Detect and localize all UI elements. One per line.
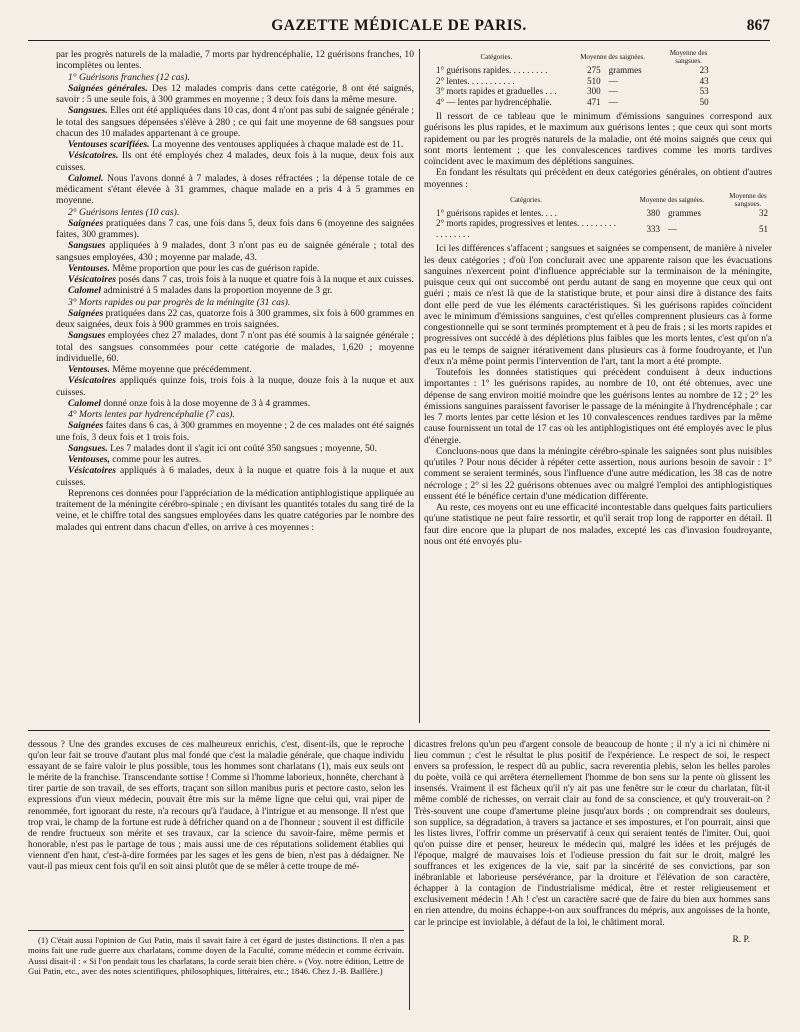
paragraph-text: posés dans 7 cas, trois fois à la nuque et quatre fois à la nuque et aux cuisses. (115, 274, 414, 285)
feuilleton-left-column (28, 740, 404, 926)
right-column-text-1 (424, 111, 772, 190)
paragraph (56, 139, 414, 150)
left-column-body (56, 49, 414, 533)
paragraph-keyword: Vésicatoires (68, 274, 116, 285)
paragraph-text: Même proportion que pour les cas de guérison rapide. (109, 262, 320, 274)
table-row (432, 208, 772, 219)
bleeding-average: 471 (587, 96, 601, 107)
paragraph-text: par les progrès naturels de la maladie, 7 morts par hydrencéphalie, 12 guérisons franches, 10 incomplètes ou lentes. (56, 49, 414, 72)
paragraph-text: comme pour les autres. (109, 454, 202, 465)
paragraph (28, 740, 404, 873)
paragraph (56, 454, 414, 465)
row-label: 2° lentes. . . . . . . . . . . (436, 75, 515, 86)
row-label: 2° morts rapides, progressives et lentes. . . . . . . . . . . . . . . . . (436, 218, 616, 239)
paragraph (56, 308, 414, 331)
paragraph-keyword: Vésicatoires (68, 465, 116, 477)
paragraph-text: Au reste, ces moyens ont eu une efficacité incontestable dans quelques faits particuliers qu'une statistique ne peut faire ressortir, et qu'il serait trop long de rapporter en détail. Il faut dire encore que la plupart de nos malades, excepté les cas d'invasion foudroyante, nous ont été envoyés plu- (424, 502, 772, 547)
unit-cell: — (608, 86, 618, 96)
paragraph (56, 263, 414, 274)
paragraph (56, 398, 414, 409)
paragraph (56, 364, 414, 375)
table-header-cell: Moyenne des sangsues. (669, 49, 708, 65)
paragraph (56, 105, 414, 139)
paragraph (56, 465, 414, 488)
table-header-cell: Moyenne des saignées. (580, 53, 645, 61)
table-body (432, 65, 713, 107)
averages-table-1 (432, 49, 713, 107)
unit-cell: grammes (608, 65, 642, 75)
paragraph-text: pratiquées dans 22 cas, quatorze fois à 300 grammes, six fois à 600 grammes en deux saignées, deux fois à 900 grammes en trois saignées. (56, 307, 414, 330)
paragraph-text: Même moyenne que précédemment. (109, 364, 252, 375)
row-label: 3° morts rapides et graduelles . . . (436, 86, 557, 96)
paragraph-text: En fondant les résultats qui précèdent en deux catégories générales, on obtient d'autres moyennes : (424, 167, 772, 190)
paragraph-text: dicastres frelons qu'un peu d'argent console de beaucoup de honte ; il n'y a ici ni chimère ni lieu commun ; c'est le résultat le plus positif de l'expérience. Le respect de soi, le respect envers sa profession, le respect dû au public, sacra reverentia plebis, selon les belles paroles du poète, voilà ce qui arrêtera éternellement l'homme de bon sens sur la pente où glissent les insensés. Vraiment il est fâcheux qu'il n'y ait pas une fenêtre sur le cœur du charlatan, fût-il même comblé de richesses, on verrait clair au fond de sa conscience, et qu'y trouverait-on ? Très-souvent une coupe d'amertume pleine jusqu'aux bords ; on comprendrait ses douleurs, son supplice, sa dégradation, à travers sa jactance et ses impostures, et l'on pourrait, ainsi que les listes livres, l'offrir comme un préservatif à ceux qui seraient tentés de l'imiter. Oui, quoi qu'on puisse dire et penser, heureux le médecin qui, malgré les idées et les préjugés de l'époque, malgré de mauvaises lois et l'odieuse pression du fait sur le droit, malgré les souffrances et les exigences de la vie, sait par la sincérité de ses convictions, par son inébranlable et laborieuse persévérance, par la droiture et l'élévation de son caractère, échapper à la contagion de l'industrialisme médical, être et rester religieusement et exclusivement médecin ! Ah ! c'est un caractère sacré que de faire du bien aux hommes sans en rien attendre, du moins échappe-t-on aux souffrances du mépris, aux angoisses de la honte, car le principe est inviolable, à défaut de la loi, le châtiment moral. (414, 740, 770, 928)
paragraph (56, 443, 414, 454)
paragraph (56, 488, 414, 533)
table-header-row (432, 49, 713, 65)
paragraph-text: La moyenne des ventouses appliquées à chaque malade est de 11. (149, 139, 404, 150)
table-header-cell: Catégories. (510, 195, 542, 204)
table-header-cell: Moyenne des sangsues. (729, 191, 767, 208)
leech-average: 43 (699, 75, 709, 86)
paragraph-keyword: Calomel (68, 285, 102, 297)
row-label: 1° guérisons rapides. . . . . . . . . (436, 65, 548, 75)
journal-title: GAZETTE MÉDICALE DE PARIS. (271, 17, 527, 34)
footnote-text: (1) C'était aussi l'opinion de Gui Patin, mais il savait faire à cet égard de justes distinctions. Il n'en a pas moins fait une rude guerre aux charlatans, comme doyen de la Faculté, comme médecin et comme écrivain. Aussi disait-il : « Si l'on pendait tous les charlatans, la corde serait bien chère. » (Voy. notre édition, Lettre de Gui Patin, etc., avec des notes scientifiques, philosophiques, littéraires, etc.; 1846. Chez J.-B. Baillère.) (28, 935, 404, 976)
paragraph-text: Ils ont été employés chez 4 malades, deux fois à la nuque, deux fois aux cuisses. (56, 150, 414, 173)
paragraph (56, 83, 414, 106)
paragraph (424, 446, 772, 502)
paragraph-keyword: Sangsues (68, 330, 106, 342)
right-column (424, 49, 772, 723)
paragraph-text: Les 7 malades dont il s'agit ici ont coûté 350 sangsues ; moyenne, 50. (107, 442, 377, 454)
feuilleton-column-divider (409, 740, 410, 1010)
paragraph-text: Nous l'avons donné à 7 malades, à doses réfractées ; la dépense totale de ce médicament s'étant élevée à 31 grammes, chaque malade en a pris 4 à 5 grammes en moyenne. (56, 172, 414, 207)
paragraph-keyword: Saignées (68, 307, 104, 319)
unit-cell: — (608, 75, 618, 86)
section-heading: 4° Morts lentes par hydrencéphalie (7 cas). (68, 409, 235, 420)
paragraph-keyword: Calomel. (68, 172, 104, 184)
paragraph (56, 218, 414, 241)
paragraph (56, 240, 414, 263)
feuilleton-left-body (28, 740, 404, 873)
leech-average: 23 (699, 65, 709, 75)
leech-average: 51 (759, 223, 768, 234)
paragraph (56, 49, 414, 72)
paragraph-keyword: Saignées (68, 420, 104, 432)
unit-cell: grammes (668, 207, 701, 218)
paragraph-keyword: Saignées (68, 217, 104, 229)
feuilleton-right-body (414, 740, 770, 929)
paragraph-keyword: Sangsues (68, 240, 106, 252)
leech-average: 50 (699, 96, 709, 107)
paragraph (424, 111, 772, 167)
paragraph-text: administré à 5 malades dans la proportion moyenne de 3 gr. (101, 285, 333, 297)
bleeding-average: 275 (587, 65, 601, 75)
paragraph-text: appliqués quinze fois, trois fois à la nuque, douze fois à la nuque et aux cuisses. (56, 375, 414, 398)
paragraph-text: Ici les différences s'affacent ; sangsues et saignées se compensent, de manière à niveler les deux catégories ; d'où l'on conclurait avec une apparente raison que les évacuations sanguines n'exercent point d'influence appréciable sur la terminaison de la méningite, puisque ceux qui ont succombé ont perdu autant de sang en moyenne que ceux qui ont guéri ; mais ce n'est là que de la statistique brute, et pour ainsi dire à distance des faits dont elle perd de vue les éléments caractéristiques. Si les guérisons rapides coïncident avec le minimum d'émissions sanguines, c'est qu'elles comprennent plusieurs cas à forme congestionnelle qui se sont terminés promptement et à peu de frais ; si les morts rapides et progressives ont succédé à des déplétions plus faibles que les morts lentes, c'est qu'on n'a pas eu le temps de saigner itérativement dans plusieurs cas à forme foudroyante, et l'un d'eux n'a même point permis l'intervention de l'art, tant la mort a été prompte. (424, 243, 772, 367)
left-column (56, 49, 414, 723)
averages-table-2 (432, 192, 772, 240)
table-header-row (432, 192, 772, 208)
paragraph (424, 243, 772, 367)
bleeding-average: 333 (646, 223, 660, 234)
table-header-cell: Catégories. (480, 53, 513, 61)
paragraph-text: Des 12 malades compris dans cette catégorie, 8 ont été saignés, savoir : 5 une seule fois, à 300 grammes en moyenne ; 3 deux fois dans la même mesure. (56, 82, 414, 105)
paragraph-text: Concluons-nous que dans la méningite cérébro-spinale les saignées sont plus nuisibles qu'utiles ? Pour nous décider à répéter cette assertion, nous aurions besoin de savoir : 1° comment se seraient terminés, sous l'influence d'une autre médication, les 38 cas de notre nécrologe ; 2° si les 22 guérisons obtenues avec ou malgré l'emploi des antiphlogistiques eussent été le bénéfice certain d'une médication différente. (424, 445, 772, 502)
table-header-cell: Moyenne des saignées. (639, 195, 705, 204)
table-row (432, 86, 713, 97)
paragraph-text: pratiquées dans 7 cas, une fois dans 5, deux fois dans 6 (moyenne des saignées faites, 300 grammes). (56, 217, 414, 240)
table-row (432, 97, 713, 108)
section-heading: 2° Guérisons lentes (10 cas). (68, 206, 180, 218)
paragraph-keyword: Ventouses scarifiées. (68, 139, 150, 150)
page-number: 867 (746, 17, 770, 34)
paragraph-text: donné onze fois à la dose moyenne de 3 à 4 grammes. (101, 397, 311, 409)
footnote (28, 930, 404, 976)
paragraph-text: dessous ? Une des grandes excuses de ces malheureux enrichis, c'est, disent-ils, que le reproche qu'on leur fait se trouve d'autant plus mal fondé que c'est la maladie générale, que chaque individu essayant de se faire valoir le plus possible, tous les hommes sont charlatans (1), mais eux seuls ont le mérite de la franchise. Transcendante sottise ! Comme si l'homme laborieux, honnête, cherchant à tirer partie de son travail, de ses efforts, traçant son sillon manibus puris et pectore casto, selon les expressions d'un vieux médecin, pouvait être mis sur la même ligne que celui qui, vrai piper de renommée, fort ignorant du reste, n'a recours qu'à l'audace, à l'intrigue et au mensonge. Il n'est que trop vrai, le champ de la fortune est rude à défricher quand on a de l'honneur ; souvent il est difficile de rendre fructueux son mérite et ses travaux, car la science du savoir-faire, même permis et honorable, n'est pas le partage de tous ; mais aussi une de ces réputations solidement établies qui viennent d'en haut, c'est-à-dire formées par les sages et les gens de bien, n'est pas à dédaigner. Ne vaut-il pas mieux cent fois qu'il en soit ainsi plutôt que de se mêler à cette troupe de mé- (28, 740, 404, 873)
bleeding-average: 380 (646, 207, 660, 218)
feuilleton-divider (28, 730, 770, 731)
paragraph-keyword: Ventouses. (68, 262, 110, 274)
table-row (432, 65, 713, 76)
paragraph-text: Elles ont été appliquées dans 10 cas, dont 4 n'ont pas subi de saignée générale ; le total des sangsues dépensées s'élève à 280 ; ce qui fait une moyenne de 68 sangsues pour chacun des 10 malades appartenant à ce groupe. (56, 105, 414, 139)
paragraph (424, 167, 772, 190)
unit-cell: — (608, 96, 618, 107)
paragraph (424, 502, 772, 547)
paragraph-keyword: Saignées générales. (68, 82, 148, 94)
paragraph-text: Reprenons ces données pour l'appréciation de la médication antiphlogistique appliquée au traitement de la méningite cérébro-spinale ; en divisant les quantités totales du sang tiré de la veine, et le chiffre total des sangsues employées dans les quatre catégories par le nombre des malades qui entrent dans chacun d'elles, on arrive à ces moyennes : (56, 487, 414, 533)
paragraph (56, 330, 414, 364)
row-label: 4° — lentes par hydrencéphalie. (436, 96, 552, 107)
paragraph-text: appliquées à 9 malades, dont 3 n'ont pas eu de saignée générale ; total des sangsues employées, 430 ; moyenne par malade, 43. (56, 240, 414, 263)
table-row (432, 218, 772, 239)
section-heading: 1° Guérisons franches (12 cas). (68, 71, 190, 83)
paragraph (56, 420, 414, 443)
paragraph (424, 367, 772, 446)
paragraph-keyword: Sangsues. (68, 105, 108, 117)
author-signature: R. P. (732, 934, 750, 945)
paragraph-keyword: Vésicatoires (68, 375, 116, 387)
paragraph (56, 150, 414, 173)
right-column-text-2 (424, 243, 772, 547)
bleeding-average: 300 (587, 86, 601, 96)
paragraph-keyword: Calomel (68, 397, 102, 409)
bleeding-average: 510 (587, 75, 601, 86)
leech-average: 53 (699, 86, 709, 96)
paragraph-keyword: Vésicatoires. (68, 150, 119, 162)
unit-cell: — (668, 223, 677, 234)
paragraph-keyword: Sangsues. (68, 442, 108, 454)
paragraph-keyword: Ventouses, (68, 454, 110, 465)
paragraph-text: Toutefois les données statistiques qui précèdent conduisent à deux inductions importantes : 1° les guérisons rapides, au nombre de 10, ont été obtenues, avec une dépense de sang environ moitié moindre que les guérisons lentes au nombre de 12 ; 2° les émissions sanguines paraissent favoriser le passage de la méningite à l'hydrencéphale ; car les 7 morts lentes par cette lésion et les 10 convalescences rendues tardives par la même cause fournissent un total de 17 cas où les antiphlogistiques ont été employés avec le plus d'énergie. (424, 367, 772, 446)
paragraph (56, 375, 414, 398)
paragraph (56, 274, 414, 285)
leech-average: 32 (759, 207, 768, 218)
paragraph-text: appliqués à 6 malades, deux à la nuque et quatre fois à la nuque et aux cuisses. (56, 465, 414, 488)
paragraph (414, 740, 770, 929)
paragraph-text: employées chez 27 malades, dont 7 n'ont pas été soumis à la saignée générale ; total des sangsues consommées pour cette catégorie de malades, 1,620 ; moyenne individuelle, 60. (56, 330, 414, 364)
page-header (28, 14, 770, 41)
section-heading: 3° Morts rapides ou par progrès de la méningite (31 cas). (68, 296, 291, 308)
paragraph-text: faites dans 6 cas, à 300 grammes en moyenne ; 2 de ces malades ont été saignés une fois, 3 deux fois et 1 trois fois. (56, 420, 414, 443)
paragraph-text: Il ressort de ce tableau que le minimum d'émissions sanguines correspond aux guérisons les plus rapides, et le maximum aux guérisons lentes ; que ceux qui sont morts rapidement ou par les progrès naturels de la maladie, ont été moins saignés que ceux qui sont morts lentement ; que les convalescences tardives comme les morts tardives coïncident avec le maximum des déplétions sanguines. (424, 111, 772, 167)
feuilleton-right-column (414, 740, 770, 1010)
paragraph-keyword: Ventouses. (68, 364, 110, 375)
paragraph (56, 173, 414, 207)
table-row (432, 76, 713, 87)
row-label: 1° guérisons rapides et lentes. . . . (436, 207, 557, 218)
table-body (432, 208, 772, 240)
column-divider (419, 49, 420, 723)
paragraph (56, 285, 414, 296)
